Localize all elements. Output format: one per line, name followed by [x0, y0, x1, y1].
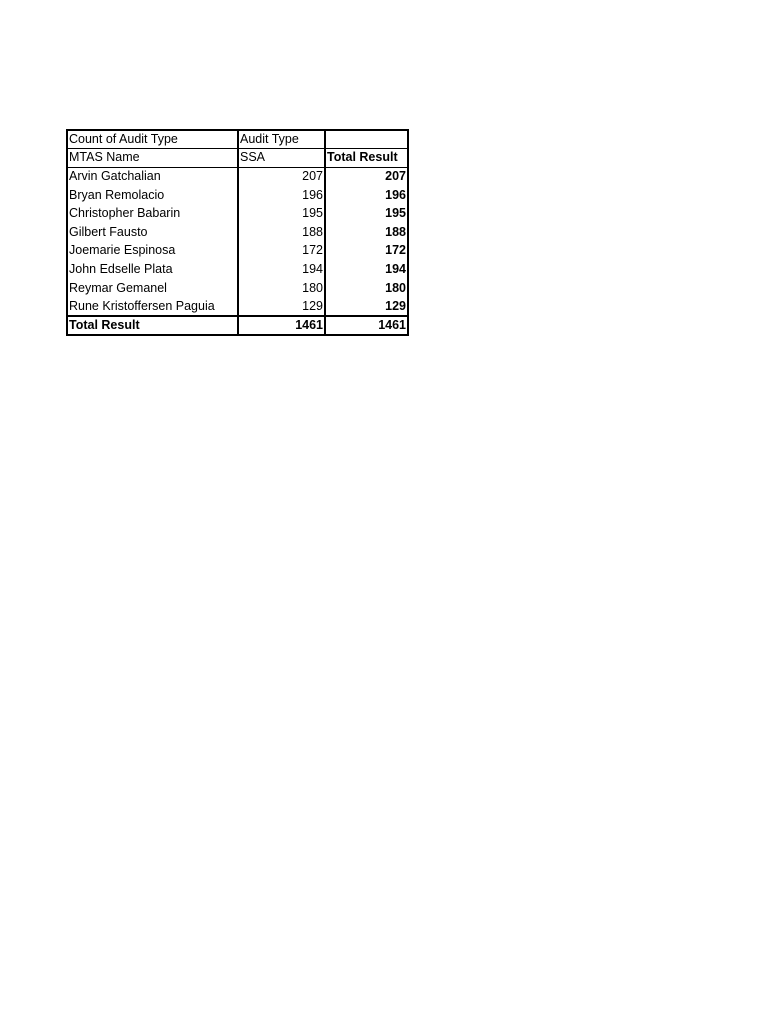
row-name-cell[interactable]: Bryan Remolacio — [67, 186, 238, 205]
table-row — [67, 297, 408, 316]
row-name-cell[interactable]: Reymar Gemanel — [67, 279, 238, 298]
table-row — [67, 279, 408, 298]
row-ssa-cell[interactable]: 196 — [238, 186, 325, 205]
row-ssa-cell[interactable]: 129 — [238, 297, 325, 316]
table-row — [67, 242, 408, 261]
row-total-cell[interactable]: 129 — [385, 298, 406, 313]
row-total-cell[interactable]: 196 — [385, 187, 406, 202]
row-ssa-cell[interactable]: 180 — [238, 279, 325, 298]
grand-total-value[interactable]: 1461 — [325, 316, 408, 335]
row-ssa-cell[interactable]: 207 — [238, 167, 325, 186]
row-name-cell[interactable]: Arvin Gatchalian — [67, 167, 238, 186]
pivot-corner-label[interactable]: Count of Audit Type — [67, 130, 238, 149]
empty-header-cell[interactable] — [325, 130, 408, 149]
grand-total-label[interactable]: Total Result — [67, 316, 238, 335]
column-field-label[interactable]: Audit Type — [238, 130, 325, 149]
row-ssa-cell[interactable]: 195 — [238, 204, 325, 223]
table-row — [67, 204, 408, 223]
table-row — [67, 260, 408, 279]
pivot-field-row — [67, 149, 408, 168]
table-row — [67, 167, 408, 186]
row-total-cell[interactable]: 172 — [385, 243, 406, 258]
row-ssa-cell[interactable]: 188 — [238, 223, 325, 242]
row-total-cell[interactable]: 180 — [385, 280, 406, 295]
row-field-label[interactable]: MTAS Name — [67, 149, 238, 168]
row-name-cell[interactable]: Gilbert Fausto — [67, 223, 238, 242]
column-item-ssa[interactable]: SSA — [238, 149, 325, 168]
total-result-header[interactable]: Total Result — [325, 149, 408, 168]
row-total-cell[interactable]: 188 — [385, 224, 406, 239]
row-total-cell[interactable]: 207 — [385, 169, 406, 184]
row-name-cell[interactable]: Joemarie Espinosa — [67, 242, 238, 261]
row-name-cell[interactable]: John Edselle Plata — [67, 260, 238, 279]
row-name-cell[interactable]: Rune Kristoffersen Paguia — [67, 297, 238, 316]
row-total-cell[interactable]: 194 — [385, 261, 406, 276]
table-row — [67, 186, 408, 205]
pivot-header-row — [67, 130, 408, 149]
pivot-table — [66, 129, 409, 336]
grand-total-ssa[interactable]: 1461 — [238, 316, 325, 335]
row-name-cell[interactable]: Christopher Babarin — [67, 204, 238, 223]
grand-total-row — [67, 316, 408, 335]
table-row — [67, 223, 408, 242]
row-ssa-cell[interactable]: 194 — [238, 260, 325, 279]
row-ssa-cell[interactable]: 172 — [238, 242, 325, 261]
row-total-cell[interactable]: 195 — [385, 206, 406, 221]
